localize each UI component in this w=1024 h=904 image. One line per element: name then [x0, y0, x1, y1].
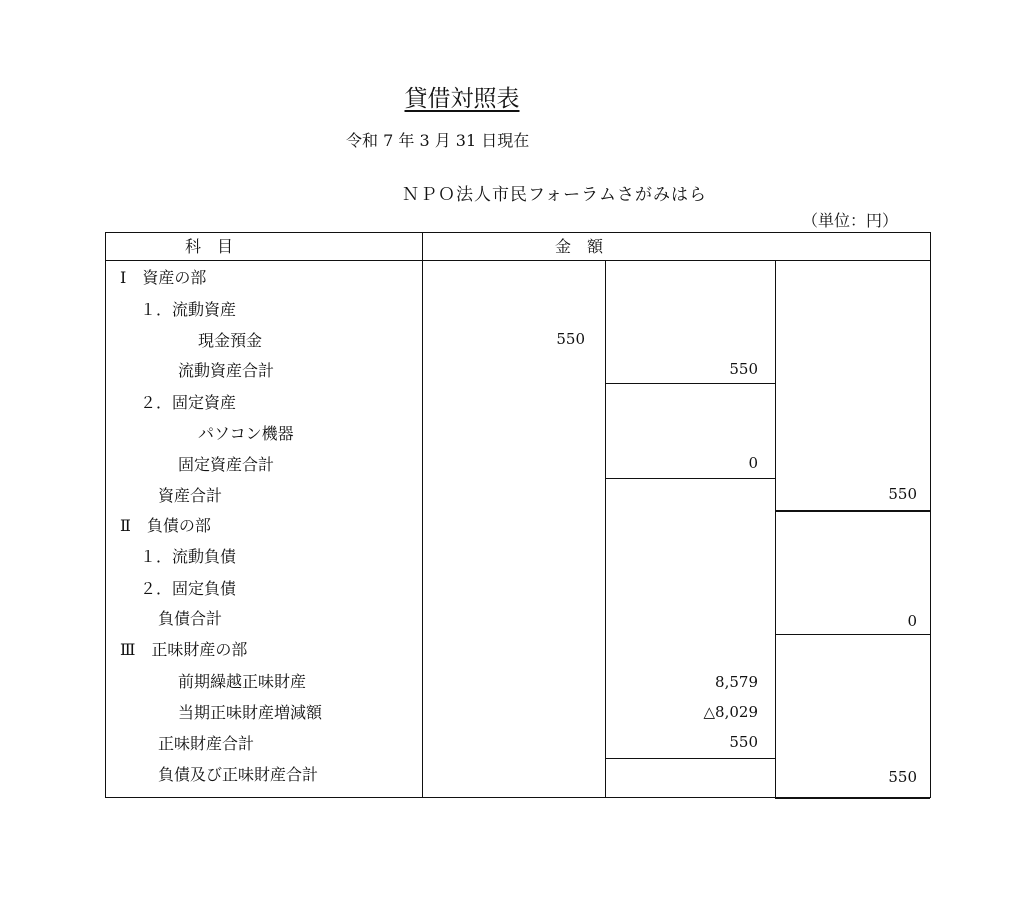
row-label: 資産合計	[158, 486, 223, 505]
col2-subtotal-rule	[605, 383, 775, 384]
report-date: 令和 7 年 3 月 31 日現在	[346, 131, 530, 150]
table-left-border	[105, 232, 106, 798]
row-label: Ⅰ 資産の部	[120, 268, 207, 287]
row-label: 固定資産合計	[178, 455, 275, 474]
amount-col2: △8,029	[703, 703, 758, 721]
amount-col3: 550	[888, 768, 917, 786]
amount-col3: 550	[888, 485, 917, 503]
header-item: 科 目	[185, 237, 234, 256]
amount-col2: 0	[748, 454, 758, 472]
row-label: 前期繰越正味財産	[178, 672, 307, 691]
col3-total-rule	[775, 634, 930, 635]
row-label: １．流動負債	[140, 547, 237, 566]
row-label: 負債及び正味財産合計	[158, 765, 319, 784]
row-label: 正味財産合計	[158, 734, 255, 753]
row-label: 現金預金	[198, 331, 263, 350]
col3-total-rule	[775, 797, 930, 799]
row-label: Ⅲ 正味財産の部	[120, 640, 248, 659]
unit-label: （単位：円）	[802, 211, 899, 230]
row-label: パソコン機器	[198, 424, 294, 443]
row-label: １．流動資産	[140, 300, 237, 319]
row-label: ２．固定資産	[140, 393, 237, 412]
col2-subtotal-rule	[605, 758, 775, 759]
row-label: 当期正味財産増減額	[178, 703, 323, 722]
amount-col2: 550	[729, 360, 758, 378]
header-amount: 金 額	[555, 237, 604, 256]
amount-col1: 550	[556, 330, 585, 348]
organization-name: ＮＰＯ法人市民フォーラムさがみはら	[402, 185, 707, 205]
col3-total-rule	[775, 510, 930, 512]
table-right-border	[930, 232, 931, 798]
row-label: 負債合計	[158, 609, 223, 628]
amount-col2: 8,579	[715, 673, 758, 691]
col2-subtotal-rule	[605, 478, 775, 479]
amount-col2: 550	[729, 733, 758, 751]
amount-column-divider-2	[605, 260, 606, 798]
row-label: Ⅱ 負債の部	[120, 516, 211, 535]
amount-column-divider-3	[775, 260, 776, 798]
document-title: 貸借対照表	[404, 86, 520, 112]
amount-col3: 0	[907, 612, 917, 630]
row-label: ２．固定負債	[140, 579, 237, 598]
table-top-border	[105, 232, 931, 233]
row-label: 流動資産合計	[178, 361, 275, 380]
table-header-divider	[105, 260, 931, 261]
item-column-divider	[422, 232, 423, 798]
